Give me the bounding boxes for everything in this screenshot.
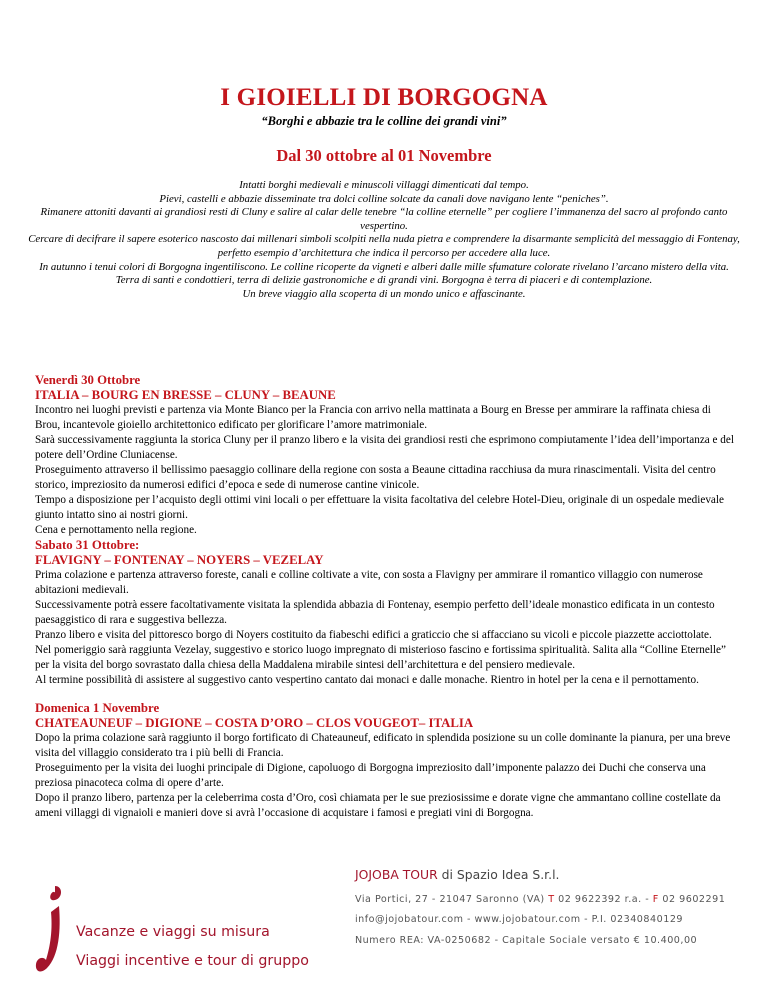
company-registration: Numero REA: VA-0250682 - Capitale Sociale versato € 10.400,00 [355, 935, 698, 946]
company-contacts: info@jojobatour.com - www.jojobatour.com - P.I. 02340840129 [355, 914, 684, 925]
intro-line: Pievi, castelli e abbazie disseminate tra dolci colline solcate da canali dove navigano lente “peniches”. [159, 192, 609, 205]
company-name [355, 867, 559, 882]
day-date: Venerdì 30 Ottobre [35, 373, 141, 387]
day-paragraph: Successivamente potrà essere facoltativamente visitata la splendida abbazia di Fontenay, esempio perfetto dell’ideale monastico edificata in un contesto paesaggistico di rara e suggestiva bellezza. [35, 599, 715, 626]
day-section [35, 373, 735, 538]
fax-number: 02 9602291 [658, 894, 726, 905]
intro-line: Rimanere attoniti davanti ai grandiosi resti di Cluny e salire al calar delle tenebre “la colline eternelle” per cogliere l’immanenza del sacro al profondo canto vespertino. [40, 206, 728, 232]
day-paragraph: Proseguimento attraverso il bellissimo paesaggio collinare della regione con sosta a Beaune cittadina racchiusa da mura rinascimentali. Visita del centro storico, impreziosito da numerosi edifici d’epoca e sede di numerose cantine vinicole. [35, 464, 716, 491]
page-title: I GIOIELLI DI BORGOGNA [220, 84, 548, 111]
intro-line: Intatti borghi medievali e minuscoli villaggi dimenticati dal tempo. [239, 179, 529, 191]
day-date: Domenica 1 Novembre [35, 701, 160, 715]
intro-line: Cercare di decifrare il sapere esoterico nascosto dai millenari simboli scolpiti nella nuda pietra e comprendere la disarmante semplicità del messaggio di Fontenay, perfetto esempio d’architettura che indica il percorso per accedere alla luce. [28, 233, 740, 259]
intro-line: Un breve viaggio alla scoperta di un mondo unico e affascinante. [242, 287, 526, 300]
intro-text [28, 179, 740, 301]
day-date: Sabato 31 Ottobre: [35, 538, 140, 552]
day-paragraph: Cena e pernottamento nella regione. [35, 524, 197, 536]
day-paragraph: Nel pomeriggio sarà raggiunta Vezelay, suggestivo e storico luogo impregnato di misterioso fascino e fortissima spiritualità. Salita alla “Colline Eternelle” per la visita del borgo sovrastato dalla chiesa della Maddalena mirabile sintesi dell’architettura e del pensiero medievale. [35, 644, 726, 671]
company-address [355, 894, 725, 905]
company-legal-name: di Spazio Idea S.r.l. [437, 867, 560, 882]
company-brand: JOJOBA TOUR [355, 867, 438, 882]
fax-label: F [652, 894, 659, 905]
day-paragraph: Dopo la prima colazione sarà raggiunto il borgo fortificato di Chateauneuf, edificato in splendida posizione su un colle dominante la pianura, per una breve visita del villaggio considerato tra i più belli di Francia. [35, 732, 731, 759]
phone-number: 02 9622392 r.a. - [554, 894, 653, 905]
day-section [35, 538, 735, 688]
tour-dates: Dal 30 ottobre al 01 Novembre [276, 146, 492, 165]
day-description [35, 568, 735, 688]
day-paragraph: Al termine possibilità di assistere al suggestivo canto vespertino cantato dai monaci e dalle monache. Rientro in hotel per la cena e il pernottamento. [35, 674, 699, 686]
day-section [35, 701, 735, 821]
address-text: Via Portici, 27 - 21047 Saronno (VA) [355, 894, 549, 905]
day-paragraph: Incontro nei luoghi previsti e partenza via Monte Bianco per la Francia con arrivo nella mattinata a Bourg en Bresse per ammirare la raffinata chiesa di Brou, incantevole gioiello architettonico edificato per glorificare l’amore matrimoniale. [35, 404, 711, 431]
day-description [35, 731, 735, 821]
day-paragraph: Tempo a disposizione per l’acquisto degli ottimi vini locali o per effettuare la visita facoltativa del celebre Hotel-Dieu, originale di un ospedale medievale giunto intatto sino ai nostri giorni. [35, 494, 724, 521]
jojoba-logo-icon [33, 880, 71, 980]
day-description [35, 403, 735, 538]
day-route: ITALIA – BOURG EN BRESSE – CLUNY – BEAUNE [35, 388, 336, 402]
day-paragraph: Dopo il pranzo libero, partenza per la celeberrima costa d’Oro, così chiamata per le sue preziosissime e dorate vigne che ammantano colline costellate da ameni villaggi di vignaioli e manieri dove si avrà l’occasione di acquistare i famosi e pregiati vini di Borgogna. [35, 792, 721, 819]
intro-line: Terra di santi e condottieri, terra di delizie gastronomiche e di grandi vini. Borgogna è terra di piaceri e di contemplazione. [115, 274, 653, 287]
phone-label: T [548, 894, 555, 905]
day-paragraph: Proseguimento per la visita dei luoghi principale di Digione, capoluogo di Borgogna impreziosito dall’imponente palazzo dei Duchi che conserva una preziosa pinacoteca colma di opere d’arte. [35, 762, 706, 789]
day-route: FLAVIGNY – FONTENAY – NOYERS – VEZELAY [35, 553, 324, 567]
day-paragraph: Sarà successivamente raggiunta la storica Cluny per il pranzo libero e la visita dei grandiosi resti che esprimono compiutamente l’idea dell’importanza e del potere dell’Ordine Cluniacense. [35, 434, 734, 461]
slogan-line: Vacanze e viaggi su misura [76, 924, 270, 940]
footer [0, 860, 768, 994]
day-route: CHATEAUNEUF – DIGIONE – COSTA D’ORO – CLOS VOUGEOT– ITALIA [35, 716, 474, 730]
page-subtitle: “Borghi e abbazie tra le colline dei grandi vini” [261, 114, 507, 128]
slogan-line: Viaggi incentive e tour di gruppo [76, 953, 309, 969]
day-paragraph: Prima colazione e partenza attraverso foreste, canali e colline coltivate a vite, con sosta a Flavigny per ammirare il romantico villaggio con numerose abitazioni medievali. [35, 569, 703, 596]
day-paragraph: Pranzo libero e visita del pittoresco borgo di Noyers costituito da fiabeschi edifici a graticcio che si affacciano su vicoli e piccole piazzette acciottolate. [35, 629, 712, 641]
intro-line: In autunno i tenui colori di Borgogna ingentiliscono. Le colline ricoperte da vigneti e alberi dalle mille sfumature colorate rivelano l’arcano mistero della vita. [39, 260, 729, 273]
